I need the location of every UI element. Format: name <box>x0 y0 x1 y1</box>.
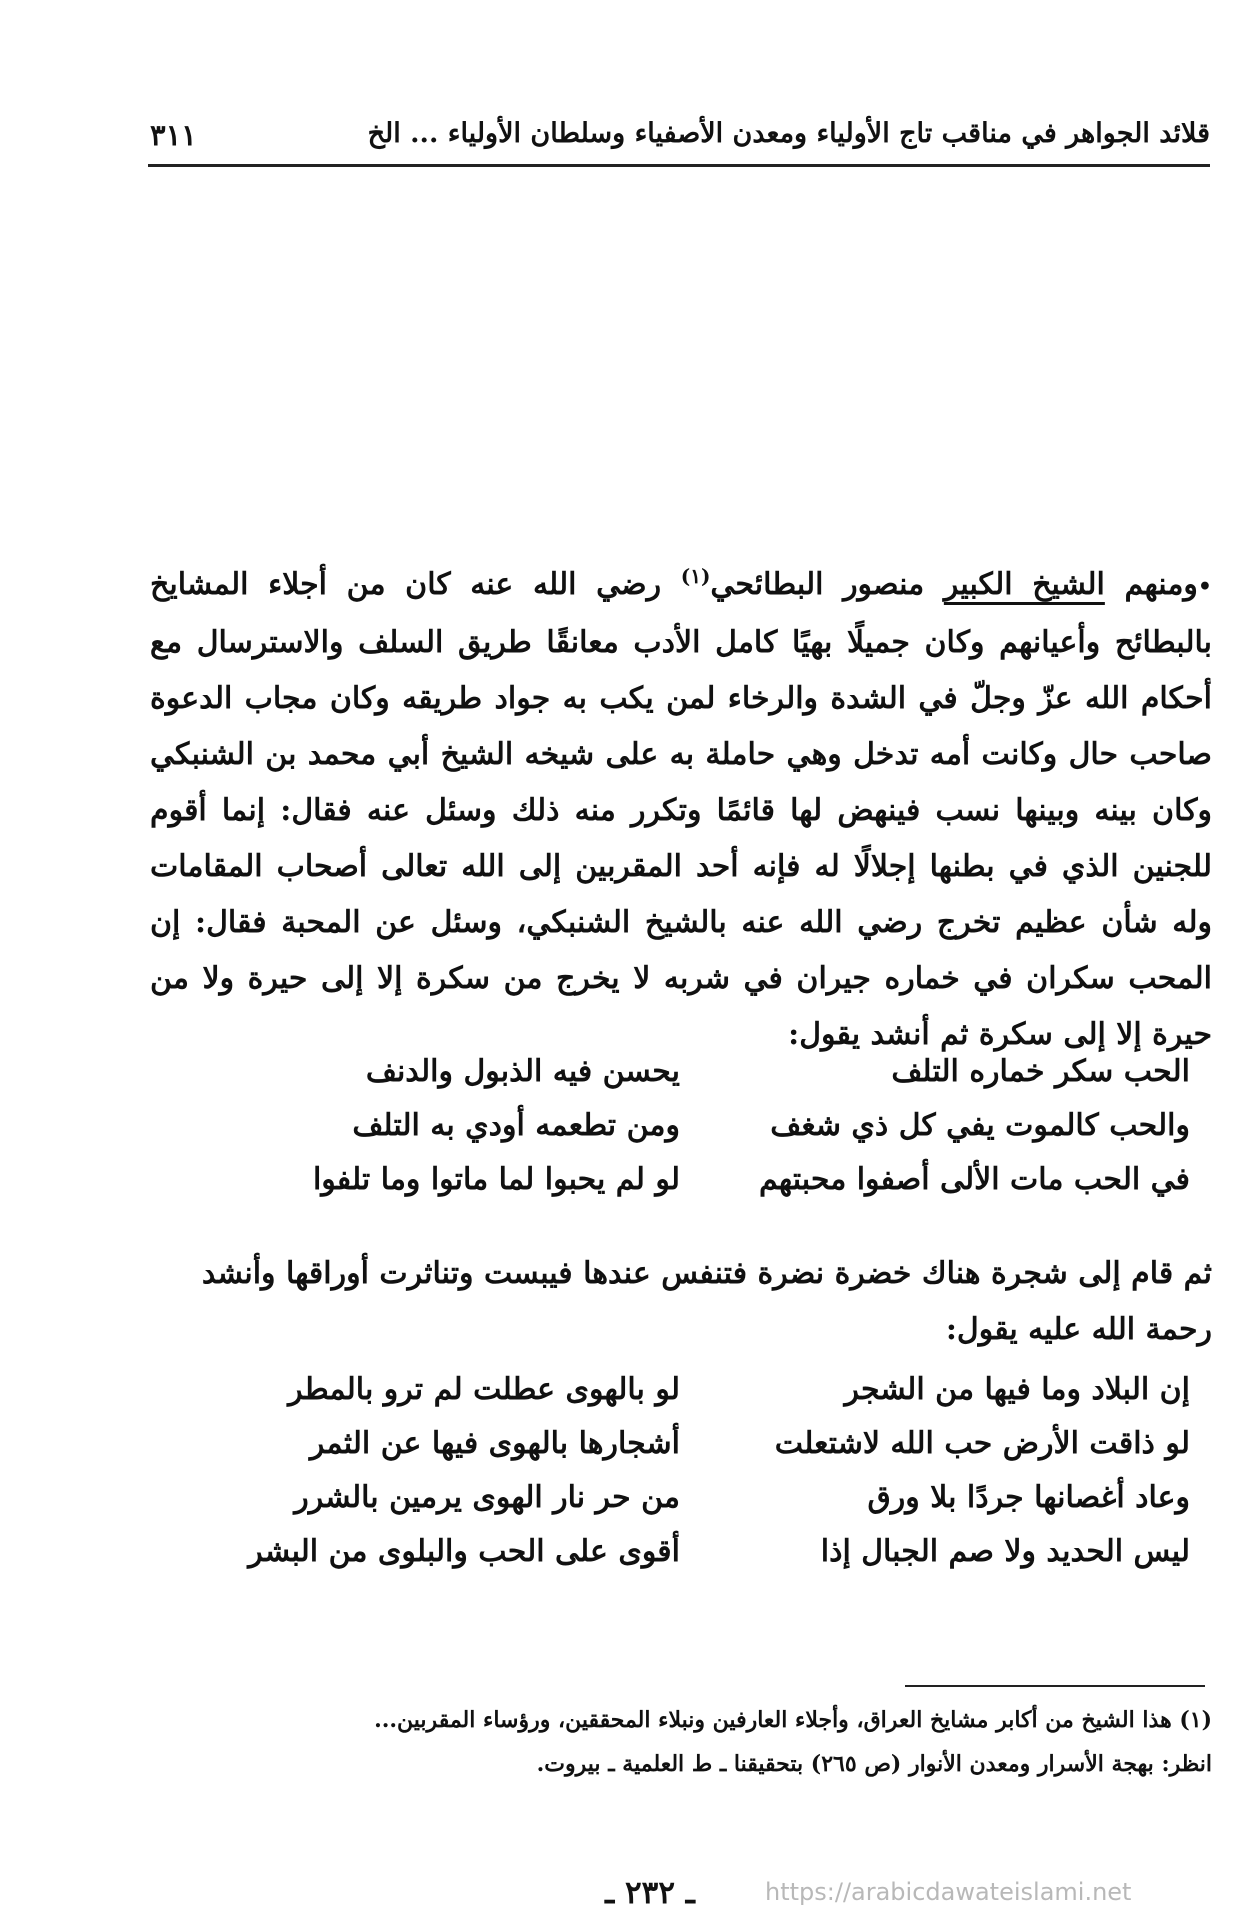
poem-verse <box>190 1372 1190 1426</box>
verse-second-hemistich: لو لم يحبوا لما ماتوا وما تلفوا <box>312 1162 680 1197</box>
header-rule <box>148 164 1210 167</box>
watermark-url: https://arabicdawateislami.net <box>765 1878 1132 1906</box>
intro-prefix: ومنهم <box>1104 567 1198 602</box>
section-bullet: • <box>1197 574 1212 600</box>
second-paragraph: ثم قام إلى شجرة هناك خضرة نضرة فتنفس عندها فيبست وتناثرت أوراقها وأنشد رحمة الله عليه يقول: <box>201 1256 1212 1347</box>
poem-second <box>190 1372 1190 1588</box>
paragraph-text: رضي الله عنه كان من أجلاء المشايخ بالبطائح وأعيانهم وكان جميلًا بهيًا كامل الأدب معانقًا طريق السلف والاسترسال مع أحكام الله عزّ وجلّ في الشدة والرخاء لمن يكب به جواد طريقه وكان مجاب الدعوة صاحب حال وكانت أمه تدخل وهي حاملة به على شيخه الشيخ أبي محمد بن الشنبكي وكان بينه وبينها نسب فينهض لها قائمًا وتكرر منه ذلك وسئل عنه فقال: إنما أقوم للجنين الذي في بطنها إجلالًا له فإنه أحد المقربين إلى الله تعالى أصحاب المقامات وله شأن عظيم تخرج رضي الله عنه بالشيخ الشنبكي، وسئل عن المحبة فقال: إن المحب سكران في خماره جيران في شربه لا يخرج من سكرة إلا إلى حيرة ولا من حيرة إلا إلى سكرة ثم أنشد يقول: <box>150 567 1212 1052</box>
verse-second-hemistich: يحسن فيه الذبول والدنف <box>365 1054 680 1089</box>
running-page-number: ٣١١ <box>150 118 197 152</box>
verse-first-hemistich: الحب سكر خماره التلف <box>891 1054 1190 1089</box>
footnote-line: (١) هذا الشيخ من أكابر مشايخ العراق، وأجلاء العارفين ونبلاء المحققين، ورؤساء المقربين... <box>374 1707 1212 1733</box>
poem-verse <box>190 1162 1190 1216</box>
sheikh-title-underlined: الشيخ الكبير <box>943 567 1105 602</box>
page-number: ـ ٢٣٢ ـ <box>605 1875 695 1911</box>
verse-first-hemistich: لو ذاقت الأرض حب الله لاشتعلت <box>774 1426 1190 1461</box>
poem-first <box>190 1054 1190 1216</box>
verse-second-hemistich: من حر نار الهوى يرمين بالشرر <box>294 1480 680 1515</box>
footnote-rule <box>905 1685 1205 1687</box>
verse-first-hemistich: والحب كالموت يفي كل ذي شغف <box>770 1108 1190 1143</box>
verse-first-hemistich: ليس الحديد ولا صم الجبال إذا <box>820 1534 1190 1569</box>
poem-verse <box>190 1054 1190 1108</box>
verse-first-hemistich: في الحب مات الألى أصفوا محبتهم <box>758 1162 1190 1197</box>
main-paragraph <box>150 548 1212 1063</box>
verse-second-hemistich: أقوى على الحب والبلوى من البشر <box>248 1534 680 1569</box>
verse-first-hemistich: وعاد أغصانها جردًا بلا ورق <box>867 1480 1190 1515</box>
verse-second-hemistich: ومن تطعمه أودي به التلف <box>352 1108 680 1143</box>
footnote-marker: (١) <box>680 564 711 588</box>
verse-first-hemistich: إن البلاد وما فيها من الشجر <box>844 1372 1190 1407</box>
poem-verse <box>190 1480 1190 1534</box>
sheikh-name: منصور البطائحي <box>710 567 944 602</box>
verse-second-hemistich: أشجارها بالهوى فيها عن الثمر <box>309 1426 680 1461</box>
poem-verse <box>190 1534 1190 1588</box>
footnote <box>150 1698 1212 1786</box>
running-title: قلائد الجواهر في مناقب تاج الأولياء ومعدن الأصفياء وسلطان الأولياء ... الخ <box>367 118 1210 149</box>
poem-verse <box>190 1426 1190 1480</box>
footnote-line: انظر: بهجة الأسرار ومعدن الأنوار (ص ٢٦٥) بتحقيقنا ـ ط العلمية ـ بيروت. <box>536 1751 1212 1777</box>
verse-second-hemistich: لو بالهوى عطلت لم ترو بالمطر <box>288 1372 680 1407</box>
poem-verse <box>190 1108 1190 1162</box>
